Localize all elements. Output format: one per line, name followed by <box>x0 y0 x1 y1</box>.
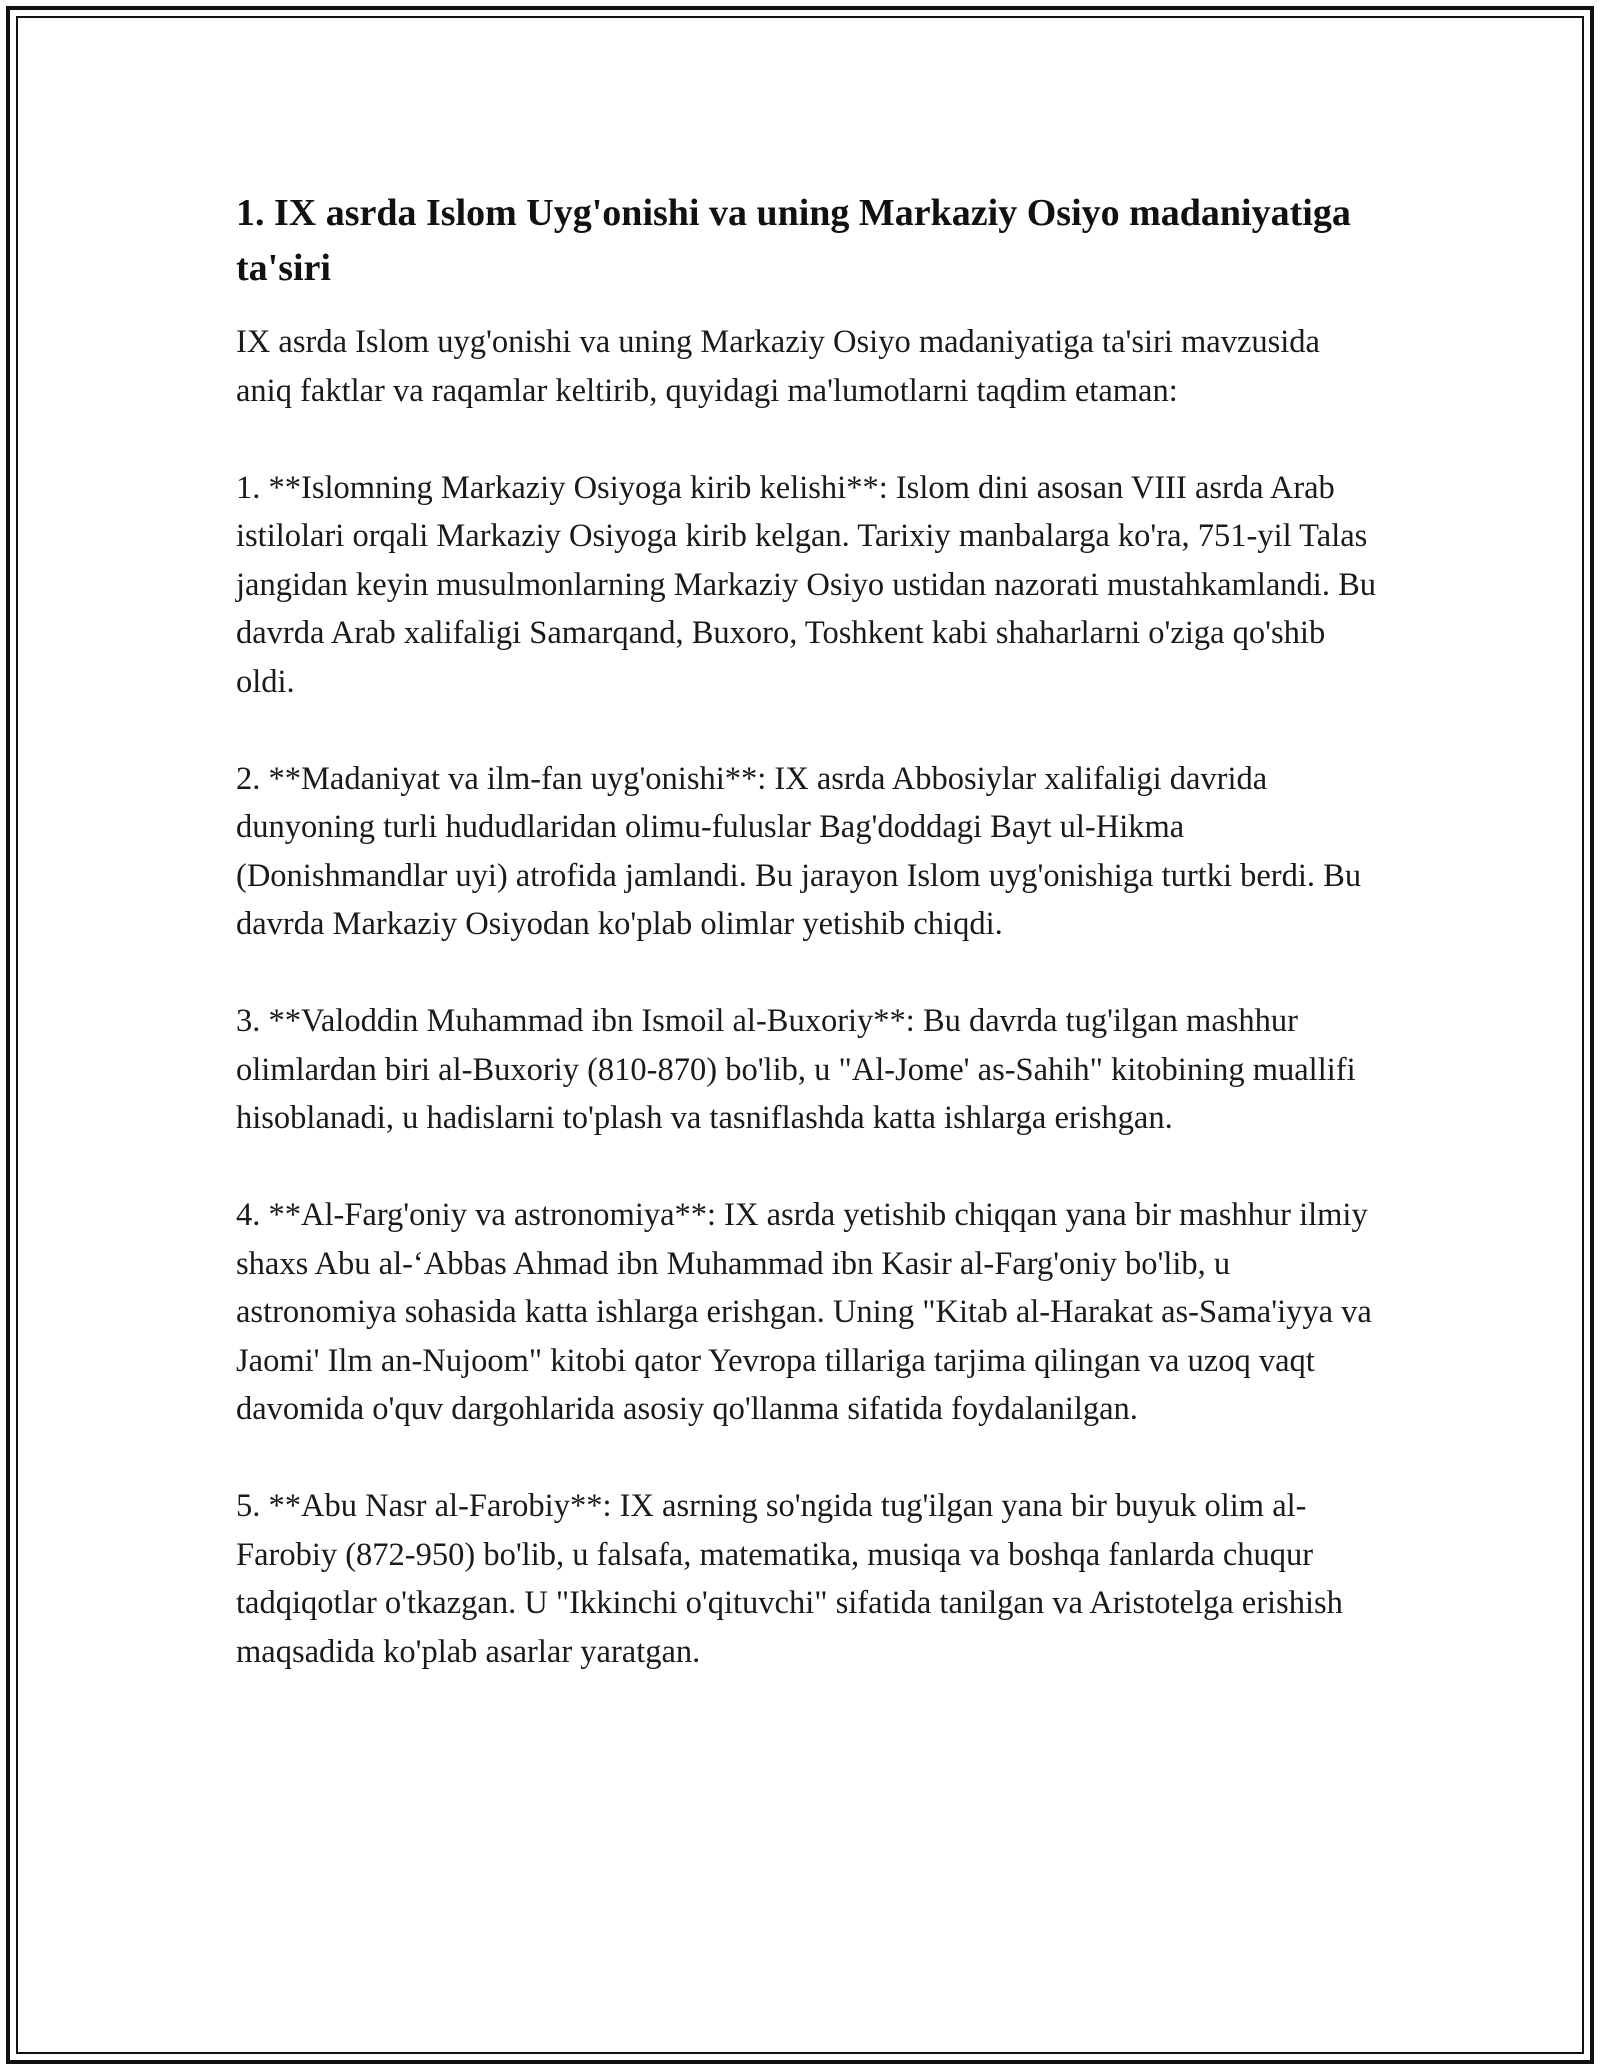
document-title: 1. IX asrda Islom Uyg'onishi va uning Markaziy Osiyo madaniyatiga ta'siri <box>236 192 1351 289</box>
list-item: 2. **Madaniyat va ilm-fan uyg'onishi**: IX asrda Abbosiylar xalifaligi davrida dunyoning turli hududlaridan olimu-fuluslar Bag'doddagi Bayt ul-Hikma (Donishmandlar uyi) atrofida jamlandi. Bu jarayon Islom uyg'onishiga turtki berdi. Bu davrda Markaziy Osiyodan ko'plab olimlar yetishib chiqdi. <box>236 760 1362 942</box>
list-item: 1. **Islomning Markaziy Osiyoga kirib kelishi**: Islom dini asosan VIII asrda Arab istilolari orqali Markaziy Osiyoga kirib kelgan. Tarixiy manbalarga ko'ra, 751-yil Talas jangidan keyin musulmonlarning Markaziy Osiyo ustidan nazorati mustahkamlandi. Bu davrda Arab xalifaligi Samarqand, Buxoro, Toshkent kabi shaharlarni o'ziga qo'shib oldi. <box>236 469 1376 700</box>
list-item: 3. **Valoddin Muhammad ibn Ismoil al-Buxoriy**: Bu davrda tug'ilgan mashhur olimlardan biri al-Buxoriy (810-870) bo'lib, u "Al-Jome' as-Sahih" kitobining muallifi hisoblanadi, u hadislarni to'plash va tasniflashda katta ishlarga erishgan. <box>236 1003 1356 1136</box>
intro-paragraph: IX asrda Islom uyg'onishi va uning Markaziy Osiyo madaniyatiga ta'siri mavzusida aniq faktlar va raqamlar keltirib, quyidagi ma'lumotlarni taqdim etaman: <box>236 324 1320 409</box>
list-item: 5. **Abu Nasr al-Farobiy**: IX asrning so'ngida tug'ilgan yana bir buyuk olim al-Farobiy (872-950) bo'lib, u falsafa, matematika, musiqa va boshqa fanlarda chuqur tadqiqotlar o'tkazgan. U "Ikkinchi o'qituvchi" sifatida tanilgan va Aristotelga erishish maqsadida ko'plab asarlar yaratgan. <box>236 1488 1343 1670</box>
list-item: 4. **Al-Farg'oniy va astronomiya**: IX asrda yetishib chiqqan yana bir mashhur ilmiy shaxs Abu al-‘Abbas Ahmad ibn Muhammad ibn Kasir al-Farg'oniy bo'lib, u astronomiya sohasida katta ishlarga erishgan. Uning "Kitab al-Harakat as-Sama'iyya va Jaomi' Ilm an-Nujoom" kitobi qator Yevropa tillariga tarjima qilingan va uzoq vaqt davomida o'quv dargohlarida asosiy qo'llanma sifatida foydalanilgan. <box>236 1197 1372 1427</box>
document-body <box>236 186 1376 1676</box>
